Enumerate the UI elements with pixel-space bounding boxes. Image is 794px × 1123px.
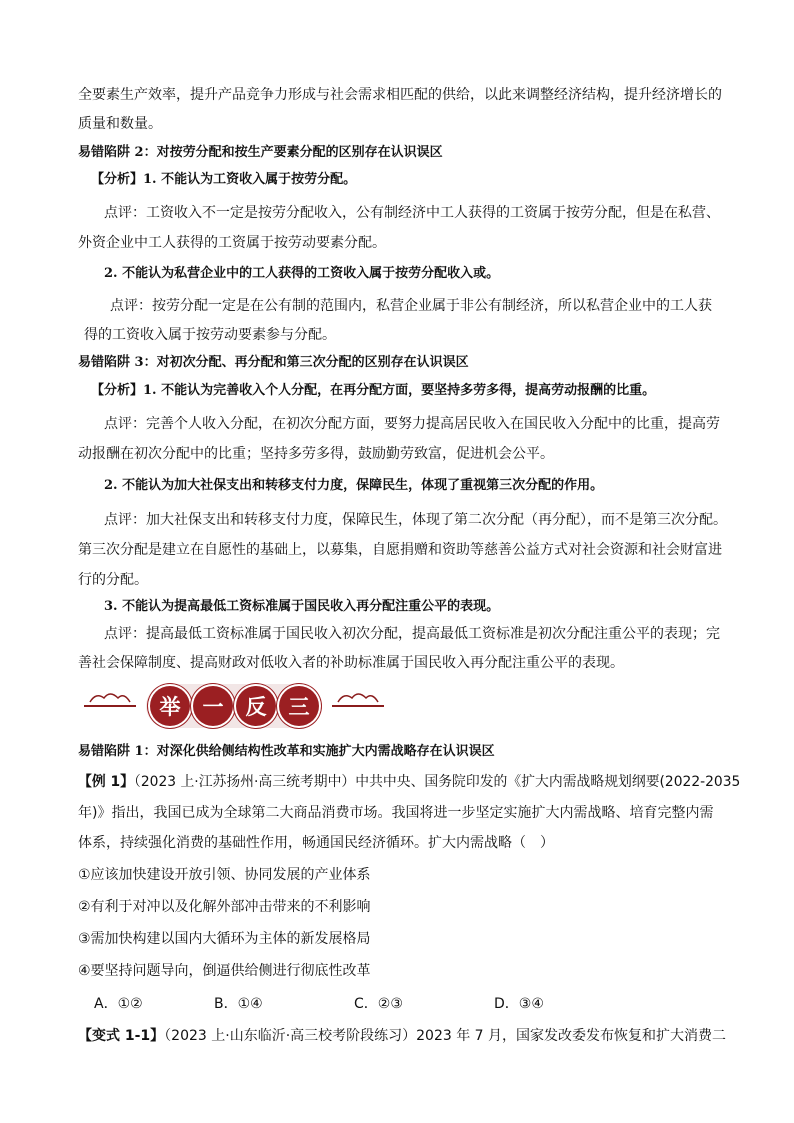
- example-label: 【例 1】: [78, 774, 134, 790]
- comment-line: 动报酬在初次分配中的比重；坚持多劳多得，鼓励勤劳致富，促进机会公平。: [78, 446, 554, 462]
- choice-c: C．②③: [354, 996, 403, 1012]
- analysis-point: 【分析】1. 不能认为完善收入个人分配，在再分配方面，要坚持多劳多得，提高劳动报酬的比重。: [91, 383, 656, 398]
- analysis-point: 2. 不能认为私营企业中的工人获得的工资收入属于按劳分配收入或。: [104, 266, 500, 281]
- variant-text: （2023 上·山东临沂·高三校考阶段练习）2023 年 7 月，国家发改委发布恢复和扩大消费二: [164, 1028, 727, 1044]
- choice-a: A．①②: [94, 996, 143, 1012]
- cloud-ornament-icon: [88, 690, 132, 704]
- banner-char-1: 举: [150, 686, 190, 726]
- analysis-point: 2. 不能认为加大社保支出和转移支付力度，保障民生，体现了重视第三次分配的作用。: [104, 478, 604, 493]
- option-item: ④要坚持问题导向，倒逼供给侧进行彻底性改革: [78, 963, 371, 979]
- comment-line: 点评：工资收入不一定是按劳分配收入，公有制经济中工人获得的工资属于按劳分配，但是在私营、: [104, 205, 720, 221]
- comment-line: 得的工资收入属于按劳动要素参与分配。: [84, 327, 336, 343]
- variant-label: 【变式 1-1】: [78, 1028, 165, 1044]
- banner-char-2: 一: [193, 686, 233, 726]
- banner-char-3: 反: [236, 686, 276, 726]
- option-item: ①应该加快建设开放引领、协同发展的产业体系: [78, 867, 371, 883]
- comment-line: 第三次分配是建立在自愿性的基础上，以募集，自愿捐赠和资助等慈善公益方式对社会资源和社会财富进: [78, 542, 722, 558]
- comment-line: 善社会保障制度、提高财政对低收入者的补助标准属于国民收入再分配注重公平的表现。: [78, 655, 624, 671]
- paragraph-line: 质量和数量。: [78, 116, 162, 132]
- cloud-ornament-icon: [336, 690, 380, 704]
- comment-line: 点评：加大社保支出和转移支付力度，保障民生，体现了第二次分配（再分配），而不是第三次分配。: [104, 512, 727, 528]
- trap-heading-2: 易错陷阱 2：对按劳分配和按生产要素分配的区别存在认识误区: [78, 145, 443, 160]
- example-line: 年)》指出，我国已成为全球第二大商品消费市场。我国将进一步坚定实施扩大内需战略、培育完整内需: [78, 805, 714, 821]
- paragraph-line: 全要素生产效率，提升产品竞争力形成与社会需求相匹配的供给，以此来调整经济结构，提升经济增长的: [78, 87, 722, 103]
- choice-b: B．①④: [214, 996, 263, 1012]
- choice-d: D．③④: [494, 996, 544, 1012]
- example-line: [78, 772, 740, 792]
- comment-line: 点评：提高最低工资标准属于国民收入初次分配，提高最低工资标准是初次分配注重公平的表现；完: [104, 626, 720, 642]
- banner-rule-right: [332, 705, 384, 707]
- comment-line: 点评：按劳分配一定是在公有制的范围内，私营企业属于非公有制经济，所以私营企业中的工人获: [110, 298, 712, 314]
- option-item: ③需加快构建以国内大循环为主体的新发展格局: [78, 931, 371, 947]
- example-line: 体系，持续强化消费的基础性作用，畅通国民经济循环。扩大内需战略（ ）: [78, 835, 554, 851]
- banner-char-4: 三: [279, 686, 319, 726]
- option-item: ②有利于对冲以及化解外部冲击带来的不利影响: [78, 899, 371, 915]
- comment-line: 行的分配。: [78, 572, 148, 588]
- comment-line: 点评：完善个人收入分配，在初次分配方面，要努力提高居民收入在国民收入分配中的比重，提高劳: [104, 416, 720, 432]
- section-banner: [84, 684, 384, 728]
- analysis-point: 【分析】1. 不能认为工资收入属于按劳分配。: [91, 172, 357, 187]
- trap-heading-1: 易错陷阱 1：对深化供给侧结构性改革和实施扩大内需战略存在认识误区: [78, 744, 495, 759]
- variant-line: [78, 1026, 726, 1046]
- comment-line: 外资企业中工人获得的工资属于按劳动要素分配。: [78, 235, 386, 251]
- analysis-point: 3. 不能认为提高最低工资标准属于国民收入再分配注重公平的表现。: [104, 599, 500, 614]
- banner-rule-left: [84, 705, 136, 707]
- trap-heading-3: 易错陷阱 3：对初次分配、再分配和第三次分配的区别存在认识误区: [78, 355, 469, 370]
- example-text: （2023 上·江苏扬州·高三统考期中）中共中央、国务院印发的《扩大内需战略规划纲要(2022-2035: [133, 774, 741, 790]
